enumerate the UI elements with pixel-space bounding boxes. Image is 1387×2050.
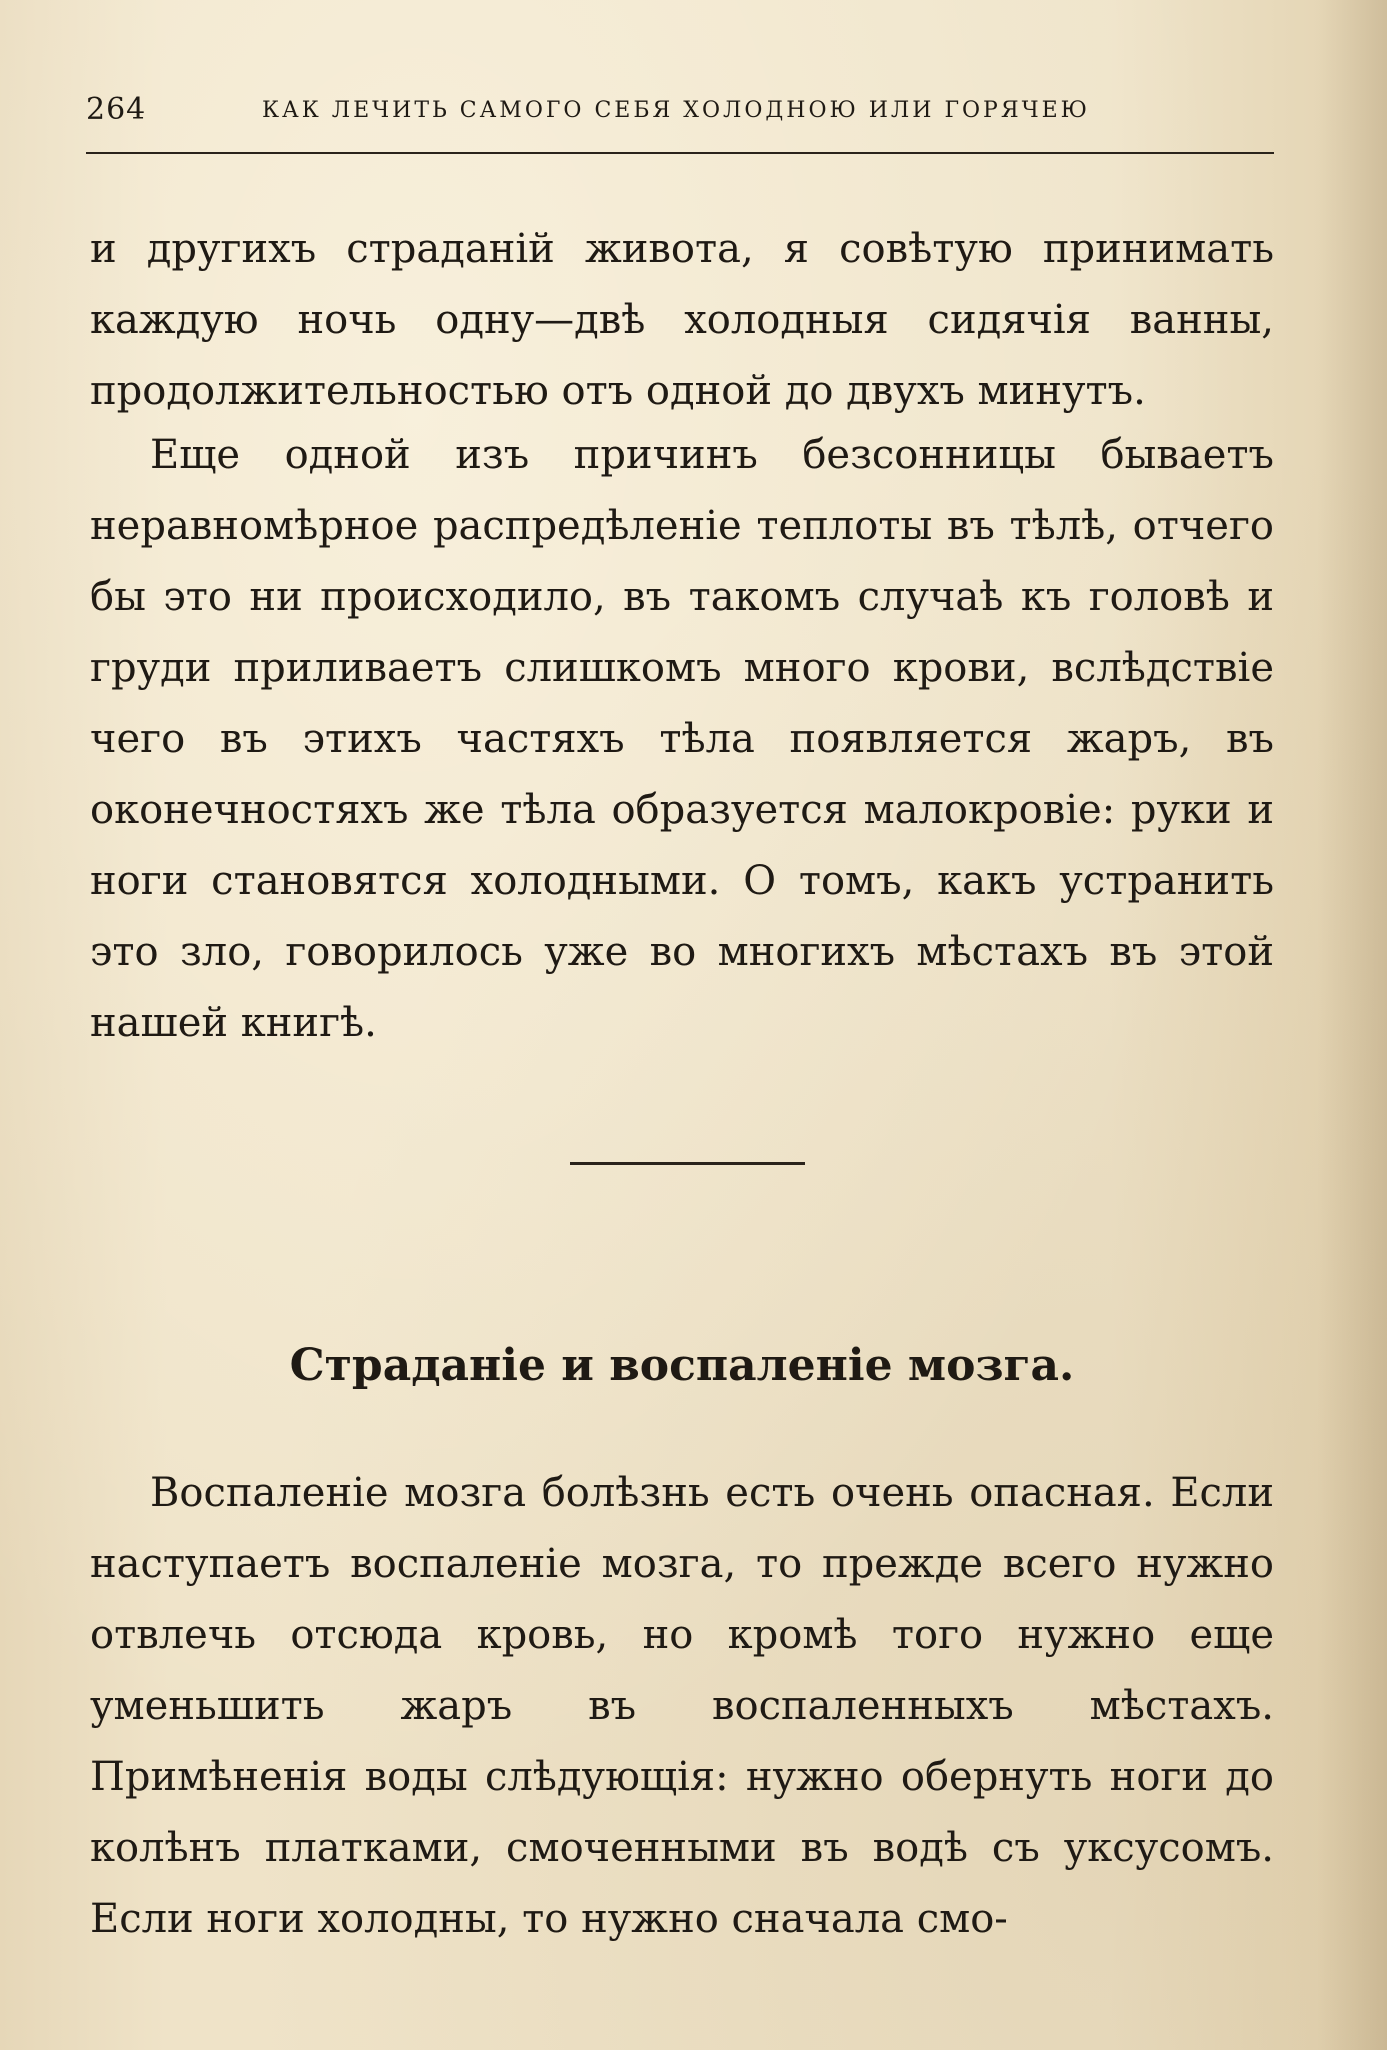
section-divider [570, 1162, 805, 1165]
running-title: КАК ЛЕЧИТЬ САМОГО СЕБЯ ХОЛОДНОЮ ИЛИ ГОРЯЧЕЮ [262, 98, 1090, 123]
section-heading: Страданіе и воспаленіе мозга. [289, 1340, 1075, 1391]
page-number: 264 [86, 92, 147, 127]
page-edge-shadow [1317, 0, 1387, 2050]
paragraph-continuation: и другихъ страданій живота, я совѣтую принимать каждую ночь одну—двѣ холодныя сидячія ванны, продолжительностью отъ одной до двухъ минутъ. [90, 226, 1274, 414]
paragraph-brain-inflammation: Воспаленіе мозга болѣзнь есть очень опасная. Если наступаетъ воспаленіе мозга, то прежде всего нужно отвлечь отсюда кровь, но кромѣ того нужно еще уменьшить жаръ въ воспаленныхъ мѣстахъ. Примѣненія воды слѣдующія: нужно обернуть ноги до колѣнъ платками, смоченными въ водѣ съ уксусомъ. Если ноги холодны, то нужно сначала смо- [90, 1470, 1274, 1942]
running-header [86, 92, 1274, 136]
paragraph-insomnia: Еще одной изъ причинъ безсонницы бываетъ неравномѣрное распредѣленіе теплоты въ тѣлѣ, отчего бы это ни происходило, въ такомъ случаѣ къ головѣ и груди приливаетъ слишкомъ много крови, вслѣдствіе чего въ этихъ частяхъ тѣла появляется жаръ, въ оконечностяхъ же тѣла образуется малокровіе: руки и ноги становятся холодными. О томъ, какъ устранить это зло, говорилось уже во многихъ мѣстахъ въ этой нашей книгѣ. [90, 432, 1274, 1046]
header-rule [86, 152, 1274, 154]
